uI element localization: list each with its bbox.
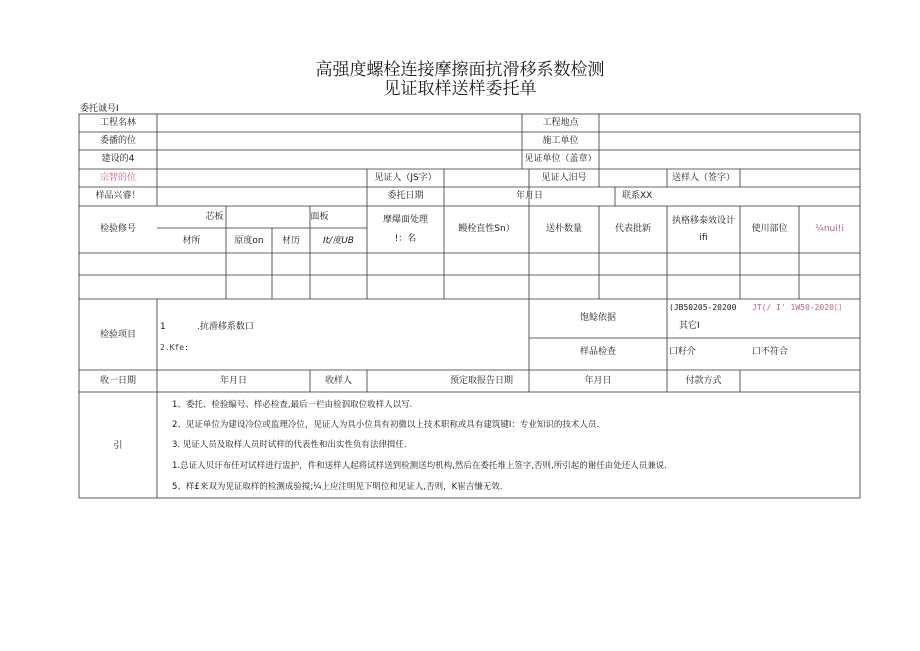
remark-header: ¼nui!i xyxy=(815,224,844,234)
entrust-date-label: 委托日期 xyxy=(387,191,424,201)
witness-entry-label: 见证人汨号 xyxy=(541,173,587,183)
design-value-header: 执格移泰效设计 xyxy=(671,216,735,226)
basis-standard-2: JT(/ I' 1W50-2020口 xyxy=(752,303,842,312)
core-thickness-header: 原度on xyxy=(234,236,264,246)
witness-unit-label: 见证单位（盖章） xyxy=(524,154,597,164)
batch-header: 代表批新 xyxy=(614,224,651,234)
face-material-header: 材历 xyxy=(281,236,300,246)
friction-treatment-header: 摩爆面处理 xyxy=(382,215,428,225)
bolt-diameter-header: 鳗栓直性Sn） xyxy=(458,224,515,234)
note-item: 2、见证单位为建设冷位或监理冷位，见证人为具小位具有初微以上技术职称或具有建筑键I：专业知识的技术人员. xyxy=(172,420,600,430)
entrust-number-label: 委托诚号I xyxy=(80,104,119,114)
piece-count-header: 送朴数量 xyxy=(545,224,582,234)
payment-method-label: 付款方式 xyxy=(685,376,722,386)
inspection-item-2: 2.Kfe: xyxy=(160,343,189,352)
basis-standard-1: (JB50205-20200 xyxy=(669,303,737,312)
use-part-header: 使川部位 xyxy=(751,224,788,234)
entrust-date-value: 年月日 xyxy=(515,191,543,201)
note-item: 1.总证人贝讦布任对试样进行盅护，件和送样人起将试样送到检测送均机构,然后在委托堆上签字,否则,所引起的谢任由处还人员兼说. xyxy=(172,461,667,471)
check-number-header: 检验修号 xyxy=(99,224,136,234)
receive-date-value: 年月日 xyxy=(219,376,247,386)
core-plate-header: 芯板 xyxy=(205,212,224,222)
basis-other: 其它I xyxy=(679,321,700,331)
report-date-value: 年月日 xyxy=(584,376,612,386)
client-unit-label: 委播的位 xyxy=(99,136,136,146)
inspection-item-label: 检验项目 xyxy=(99,330,136,340)
inspection-item-1: .抗滑移系数口 xyxy=(197,322,254,332)
sender-label: 送样人（签字） xyxy=(671,173,735,183)
receiver-label: 收样人 xyxy=(324,376,352,386)
core-material-header: 材所 xyxy=(182,236,201,246)
construction-unit-label: 施工单位 xyxy=(542,136,579,146)
report-date-label: 预定取报告日期 xyxy=(450,376,514,386)
sample-check-label: 样品检查 xyxy=(579,347,616,357)
note-item: 3. 见证人员及取样人员时试样的代表性和出实性负有法律揖任. xyxy=(172,440,407,450)
builder-label: 建设的4 xyxy=(101,154,135,164)
qualified-option[interactable]: 口籽介 xyxy=(669,347,697,357)
basis-label: 饱鲶依据 xyxy=(579,313,616,323)
document-title-line2: 见证取样送样委托单 xyxy=(383,79,537,99)
contact-label: 联系XX xyxy=(622,191,653,201)
receive-date-label: 收一日期 xyxy=(99,376,136,386)
friction-treatment-header-2: !：名 xyxy=(394,234,417,244)
note-item: 1、委托、检验编号、样必检查,最后一栏由检泅取位收样人以写. xyxy=(172,400,413,410)
face-thickness-header: It/度UB xyxy=(323,236,354,246)
witness-person-label: 见证人（JS字） xyxy=(374,173,437,183)
quality-unit-label: 宗智的位 xyxy=(99,173,136,183)
note-item: 5、样£来双为见证取样的检测成验搅;¼上应注明见下明位和见证人,否则，K崔吉慊无效. xyxy=(172,482,503,492)
inspection-item-1-number: 1 xyxy=(160,322,166,332)
sample-name-label: 样品兴睿！ xyxy=(95,191,141,201)
design-value-header-2: ifi xyxy=(699,233,708,243)
not-qualified-option[interactable]: 口不符合 xyxy=(752,347,789,357)
project-site-label: 工程地点 xyxy=(542,118,579,128)
face-plate-header: 面板 xyxy=(310,212,329,222)
project-name-label: 工程名林 xyxy=(99,118,136,128)
notes-label: 引 xyxy=(113,441,123,451)
document-title-line1: 高强度螺栓连接摩擦面抗滑移系数检测 xyxy=(315,60,605,80)
